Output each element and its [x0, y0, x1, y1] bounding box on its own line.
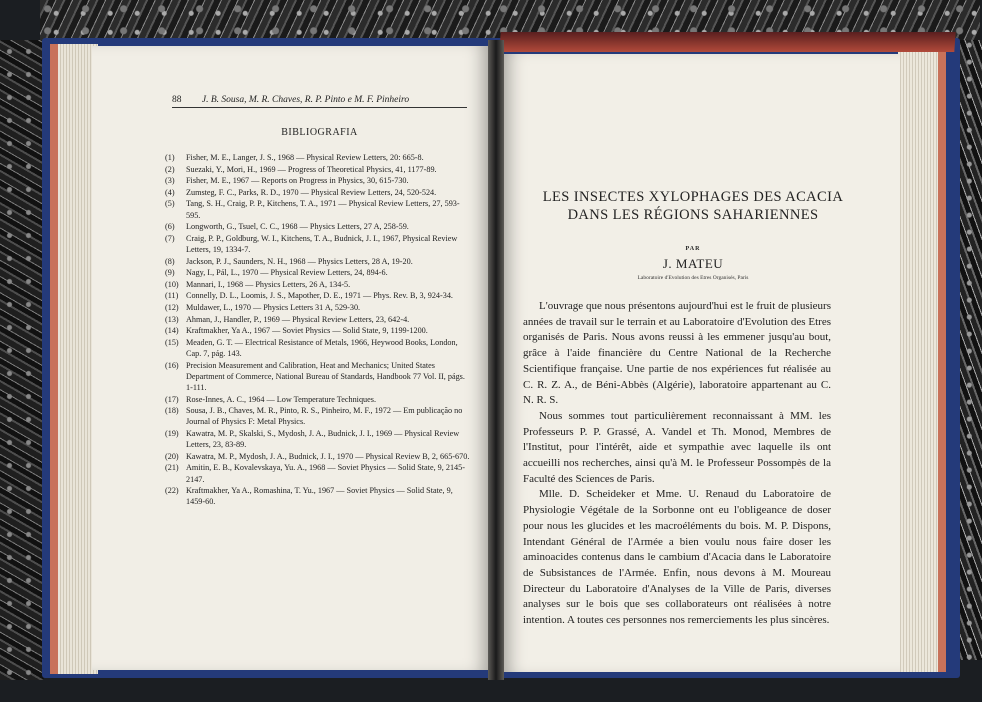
- reference-item: [165, 164, 470, 175]
- cover-top-red: [499, 32, 955, 52]
- by-label: PAR: [685, 246, 701, 252]
- reference-item: [165, 152, 470, 163]
- reference-text: Meaden, G. T. — Electrical Resistance of Metals, 1966, Heywood Books, London, Cap. 7, pág. 143.: [186, 337, 458, 358]
- reference-number: (22): [165, 486, 179, 496]
- reference-number: (9): [165, 268, 175, 278]
- reference-item: [165, 175, 470, 186]
- page-edges-left: [50, 44, 98, 674]
- reference-number: (5): [165, 199, 175, 209]
- reference-item: [165, 428, 470, 450]
- reference-number: (3): [165, 176, 175, 186]
- bibliography-title: BIBLIOGRAFIA: [281, 127, 358, 138]
- author-name: J. MATEU: [662, 256, 724, 271]
- page-number: 88: [172, 95, 182, 105]
- reference-list: [165, 152, 470, 508]
- author-affiliation: Laboratoire d'Evolution des Etres Organisés, Paris: [637, 275, 749, 281]
- reference-text: Kawatra, M. P., Skalski, S., Mydosh, J. A., Budnick, J. I., 1969 — Physical Review Letters, 23, 83-89.: [186, 428, 460, 450]
- reference-item: [165, 267, 470, 278]
- reference-number: (10): [165, 279, 179, 289]
- body-paragraph: L'ouvrage que nous présentons aujourd'hui est le fruit de plusieurs années de travail sur le terrain et au Laboratoire d'Evolution des Etres organisés de Paris. Nous avons reussi à les emmener jusqu'au bout, grâce à l'aide financière du Centre National de la Recherche Scientifique française. Une partie de nos expériences fut réalisée au C. R. Z. A., de Béni-Abbès (Algérie), laboratoire appartenant au C. N. R. S.: [523, 300, 831, 407]
- reference-text: Kawatra, M. P., Mydosh, J. A., Budnick, J. I., 1970 — Physical Review B, 2, 665-670.: [186, 451, 470, 461]
- book-gutter: [488, 40, 504, 680]
- reference-text: Longworth, G., Tsuel, C. C., 1968 — Physics Letters, 27 A, 258-59.: [186, 222, 409, 232]
- reference-item: [165, 405, 470, 427]
- reference-item: [165, 462, 470, 484]
- article-title-line1: LES INSECTES XYLOPHAGES DES ACACIA: [542, 189, 844, 205]
- reference-number: (20): [165, 451, 179, 461]
- reference-text: Suezaki, Y., Mori, H., 1969 — Progress of Theoretical Physics, 41, 1177-89.: [186, 164, 437, 174]
- reference-text: Muldawer, L., 1970 — Physics Letters 31 A, 529-30.: [186, 302, 361, 312]
- marble-left: [0, 40, 44, 680]
- reference-item: [165, 337, 470, 359]
- reference-item: [165, 233, 470, 255]
- reference-item: [165, 314, 470, 325]
- reference-text: Precision Measurement and Calibration, Heat and Mechanics; United States Department of Commerce, National Bureau of Standards, Handbook 77 Vol. II, págs. 1-111.: [186, 360, 465, 392]
- reference-number: (17): [165, 394, 179, 404]
- reference-text: Nagy, I., Pál, L., 1970 — Physical Review Letters, 24, 894-6.: [186, 268, 388, 278]
- reference-number: (19): [165, 428, 179, 438]
- reference-text: Amitin, E. B., Kovalevskaya, Yu. A., 1968 — Soviet Physics — Solid State, 9, 2145-2147.: [186, 463, 465, 484]
- reference-number: (6): [165, 222, 175, 232]
- reference-number: (8): [165, 256, 175, 266]
- reference-item: [165, 290, 470, 301]
- reference-text: Kraftmakher, Ya A., Romashina, T. Yu., 1967 — Soviet Physics — Solid State, 9, 1459-60.: [186, 486, 453, 507]
- reference-item: [165, 221, 470, 232]
- reference-item: [165, 451, 470, 462]
- reference-text: Mannari, I., 1968 — Physics Letters, 26 A, 134-5.: [186, 279, 351, 289]
- reference-number: (7): [165, 233, 175, 243]
- reference-item: [165, 198, 470, 220]
- reference-text: Sousa, J. B., Chaves, M. R., Pinto, R. S., Pinheiro, M. F., 1972 — Em publicação no Journal of Physics F: Metal Physics.: [186, 406, 463, 427]
- reference-text: Connelly, D. L., Loomis, J. S., Mapother, D. E., 1971 — Phys. Rev. B, 3, 924-34.: [186, 291, 453, 301]
- reference-number: (15): [165, 337, 179, 347]
- reference-number: (11): [165, 291, 179, 301]
- reference-number: (21): [165, 463, 179, 473]
- reference-item: [165, 279, 470, 290]
- reference-number: (14): [165, 326, 179, 336]
- reference-number: (13): [165, 314, 179, 324]
- reference-text: Fisher, M. E., 1967 — Reports on Progress in Physics, 30, 615-730.: [186, 176, 409, 186]
- reference-text: Ahman, J., Handler, P., 1969 — Physical Review Letters, 23, 642-4.: [186, 314, 410, 324]
- reference-text: Rose-Innes, A. C., 1964 — Low Temperature Techniques.: [186, 394, 377, 404]
- running-head-authors: J. B. Sousa, M. R. Chaves, R. P. Pinto e M. F. Pinheiro: [201, 95, 410, 105]
- reference-item: [165, 394, 470, 405]
- reference-text: Jackson, P. J., Saunders, N. H., 1968 — Physics Letters, 28 A, 19-20.: [186, 256, 413, 266]
- reference-number: (18): [165, 406, 179, 416]
- reference-text: Zumsteg, F. C., Parks, R. D., 1970 — Physical Review Letters, 24, 520-524.: [186, 187, 437, 197]
- reference-number: (4): [165, 187, 175, 197]
- reference-text: Fisher, M. E., Langer, J. S., 1968 — Physical Review Letters, 20: 665-8.: [186, 153, 424, 162]
- reference-item: [165, 256, 470, 267]
- reference-item: [165, 360, 470, 394]
- reference-text: Kraftmakher, Ya A., 1967 — Soviet Physics — Solid State, 9, 1199-1200.: [186, 326, 428, 336]
- reference-text: Tang, S. H., Craig, P. P., Kitchens, T. A., 1971 — Physical Review Letters, 27, 593-595.: [186, 199, 460, 220]
- page-edges-right: [898, 52, 946, 672]
- reference-text: Craig, P. P., Goldburg, W. I., Kitchens, T. A., Budnick, J. I., 1967, Physical Review Letters, 19, 1334-7.: [186, 233, 458, 254]
- body-paragraph: Nous sommes tout particulièrement reconnaissant à MM. les Professeurs P. P. Grassé, A. Vandel et Th. Monod, Membres de l'Institut, pour l'intérêt, aide et sympathie avec laquelle ils ont accueilli nos recherches, ainsi qu'à M. le Professeur Possompès de la Faculté des Sciences de Paris.: [523, 409, 831, 485]
- reference-item: [165, 302, 470, 313]
- article-body: [523, 299, 831, 629]
- reference-item: [165, 325, 470, 336]
- article-title-line2: DANS LES RÉGIONS SAHARIENNES: [567, 207, 819, 223]
- body-paragraph: Mlle. D. Scheideker et Mme. U. Renaud du Laboratoire de Physiologie Végétale de la Sorbonne ont eu l'obligeance de doser pour nous les glucides et les macroéléments du bois. M. P. Dispons, Intendant Général de l'Armée a bien voulu nous faire doser les aminoacides contenus dans le cambium d'Acacia dans le Laboratoire de Subsistances de l'Armée. Enfin, nous devons à M. Moureau Directeur du Laboratoire d'Analyses de la Ville de Paris, diverses analyses sur le bois que ses collaborateurs ont réalisées à notre intention. A toutes ces personnes nos remerciements les plus sincères.: [523, 488, 831, 627]
- reference-number: (1): [165, 153, 175, 162]
- article-title: [528, 188, 858, 224]
- reference-number: (2): [165, 164, 175, 174]
- reference-item: [165, 485, 470, 507]
- running-header: [172, 95, 467, 108]
- reference-item: [165, 187, 470, 198]
- reference-number: (16): [165, 360, 179, 370]
- reference-number: (12): [165, 302, 179, 312]
